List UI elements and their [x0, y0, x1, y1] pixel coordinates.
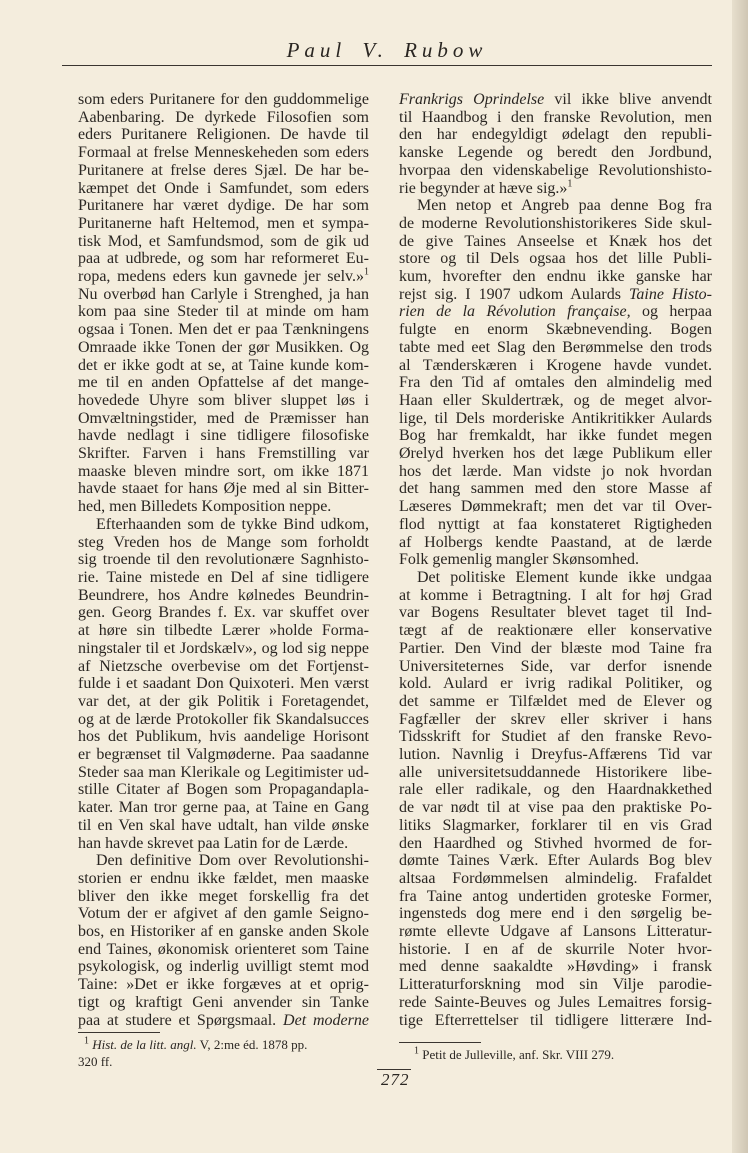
- text-line: [399, 197, 712, 215]
- text-line: de moderne Revolutionshistorikeres Side skul-: [399, 214, 712, 232]
- text-line: Puritanere har været dydige. De har som: [78, 197, 369, 215]
- text-segment: rejst sig. I 1907 udkom Aulards: [399, 285, 629, 303]
- text-line: Haan eller Skuldertræk, og de meget alvor-: [399, 391, 712, 409]
- text-line: altsaa Fordømmelsen almindelig. Frafaldet: [399, 869, 712, 887]
- text-line: Aabenbaring. De dyrkede Filosofien som: [78, 108, 369, 126]
- right-column: [399, 91, 712, 1029]
- text-line: historie. I en af de skurrile Noter hvor-: [399, 940, 712, 958]
- text-segment: hed, men Billedets Komposition neppe.: [78, 498, 332, 516]
- text-line: af Holbergs kendte Paastand, at de lærde: [399, 533, 712, 551]
- text-line: [78, 268, 369, 286]
- text-line: Bog har fremkaldt, har ikke fundet megen: [399, 427, 712, 445]
- text-segment: vil ikke blive anvendt: [544, 91, 712, 108]
- text-line: [399, 91, 712, 109]
- text-line: alle universitetsuddannede Historikere libe-: [399, 763, 712, 781]
- text-segment: rie begynder at hæve sig.»: [399, 179, 568, 197]
- text-line: Ørelyd hverken hos det læge Publikum eller: [399, 445, 712, 463]
- text-line: Omvæltningstider, med de Præmisser han: [78, 409, 369, 427]
- text-segment: og herpaa: [630, 303, 712, 321]
- text-segment: han havde skrevet paa Latin for de Lærde.: [78, 834, 349, 852]
- text-line: Puritanere at frelse deres Sjæl. De har be-: [78, 161, 369, 179]
- text-line: Beundrere, hos Andre kølnedes Beundrin-: [78, 586, 369, 604]
- text-line: Taine: »Det er ikke forgæves at et oprig-: [78, 976, 369, 994]
- text-line: det hang sammen med den store Masse af: [399, 480, 712, 498]
- text-line: at komme i Betragtning. I alt for høj Grad: [399, 586, 712, 604]
- text-line: og at de lærde Protokoller fik Skandalsucces: [78, 710, 369, 728]
- text-line: Tidsskrift for Studiet af den franske Revo-: [399, 728, 712, 746]
- text-line: al Tænderskæren i Krogene havde vundet.: [399, 356, 712, 374]
- text-line: kanske Legende og beredt den Jordbund,: [399, 144, 712, 162]
- footnote-title: Hist. de la litt. angl.: [92, 1037, 197, 1052]
- text-line: ogsaa i Tonen. Men det er paa Tænkningens: [78, 321, 369, 339]
- text-line: Omraade ikke Tonen der gør Musikken. Og: [78, 338, 369, 356]
- text-line: paa at udbrede, og som har reformeret Eu-: [78, 250, 369, 268]
- text-line: Puritanerne haft Heltemod, men et sympa-: [78, 214, 369, 232]
- text-line: rømte ellevte Udgave af Lansons Litteratur-: [399, 923, 712, 941]
- text-line: de give Taines Anseelse et Knæk hos det: [399, 232, 712, 250]
- text-line: bliver den ikke meget forskellig fra det: [78, 887, 369, 905]
- text-line: tisk Mod, et Samfundsmod, som de gik ud: [78, 232, 369, 250]
- text-line: stille Citater af Bogen som Propagandapla-: [78, 781, 369, 799]
- text-line: med denne saakaldte »Høvding» i fransk: [399, 958, 712, 976]
- text-line: litiks Slagmarker, forklarer til en vis Grad: [399, 816, 712, 834]
- text-line: [78, 852, 369, 870]
- text-line: hos det lærde. Man vidste jo nok hvordan: [399, 462, 712, 480]
- text-line: var det, at der gik Politik i Foretagendet,: [78, 692, 369, 710]
- text-segment: Men netop et Angreb paa denne Bog fra: [417, 197, 712, 215]
- text-line: det samme er Tilfældet med de Elever og: [399, 692, 712, 710]
- text-line: fulgte en enorm Skæbnevending. Bogen: [399, 321, 712, 339]
- text-line: gen. Georg Brandes f. Ex. var skuffet over: [78, 604, 369, 622]
- text-line: Universiteternes Side, var derfor isnende: [399, 657, 712, 675]
- text-line: storien er endnu ikke fældet, men maaske: [78, 869, 369, 887]
- text-line: tabte med eet Slag den Berømmelse den trods: [399, 338, 712, 356]
- text-line: kold. Aulard er ivrig radikal Politiker, og: [399, 675, 712, 693]
- text-line: de var nødt til at vise paa den praktiske Po-: [399, 799, 712, 817]
- text-segment: Den definitive Dom over Revolutionshi-: [96, 852, 369, 870]
- italic-title: Det moderne: [283, 1011, 369, 1029]
- text-line: [78, 516, 369, 534]
- text-line: [78, 835, 369, 853]
- text-line: tige Efterrettelser til tidligere litterære Ind-: [399, 1011, 712, 1029]
- page-number: 272: [381, 1070, 410, 1089]
- text-line: kater. Man tror gerne paa, at Taine en Gang: [78, 799, 369, 817]
- text-line: ingensteds dog mere end i den sørgelig be-: [399, 905, 712, 923]
- text-line: kæmpet det Onde i Samfundet, som eders: [78, 179, 369, 197]
- footnote-text: Petit de Julleville, anf. Skr. VIII 279.: [419, 1047, 615, 1062]
- text-segment: Det politiske Element kunde ikke undgaa: [417, 568, 712, 586]
- text-line: til Haandbog i den franske Revolution, men: [399, 108, 712, 126]
- text-line: som eders Puritanere for den guddommelige: [78, 91, 369, 108]
- text-line: var Bogens Resultater blevet taget til Ind-: [399, 604, 712, 622]
- text-line: at høre sin tilbedte Lærer »holde Forma-: [78, 622, 369, 640]
- text-line: flod nyttigt at faa konstateret Rigtigheden: [399, 515, 712, 533]
- italic-title: Taine Histo-: [628, 285, 712, 303]
- text-line: Votum der er afgivet af den gamle Seigno-: [78, 905, 369, 923]
- text-line: [78, 1012, 369, 1030]
- text-segment: ropa, medens eders kun gavnede jer selv.»: [78, 268, 364, 286]
- text-line: eders Puritanere Religionen. De havde til: [78, 126, 369, 144]
- text-line: hvorpaa den videnskabelige Revolutionshisto-: [399, 161, 712, 179]
- text-line: hovedede Uhyre som bliver sluppet løs i: [78, 391, 369, 409]
- footnote-right: [414, 1046, 714, 1063]
- footnote-ref: 1: [567, 178, 573, 190]
- text-line: fulde i et saadant Don Quixoteri. Men værst: [78, 675, 369, 693]
- text-segment: Efterhaanden som de tykke Bind udkom,: [96, 515, 369, 533]
- text-line: den Haardhed og Stivhed hvormed de for-: [399, 834, 712, 852]
- text-line: af Nietzsche overbevise om det Fortjenst-: [78, 657, 369, 675]
- text-line: store og til Dels ogsaa hos det lille Publi-: [399, 250, 712, 268]
- text-line: Fagfæller der skrev eller skriver i hans: [399, 710, 712, 728]
- text-line: psykologisk, og inderlig uvilligt stemt mod: [78, 958, 369, 976]
- text-line: kom paa sine Steder til at minde om ham: [78, 303, 369, 321]
- text-segment: Folk gemenlig mangler Skønsomhed.: [399, 551, 639, 569]
- text-line: hos det Publikum, hvis aandelige Horisont: [78, 728, 369, 746]
- running-header: Paul V. Rubow: [286, 38, 488, 62]
- text-line: [78, 498, 369, 516]
- text-line: Steder saa man Klerikale og Legitimister ud-: [78, 763, 369, 781]
- text-line: havde nedlagt i sine tidligere filosofiske: [78, 427, 369, 445]
- text-line: [399, 180, 712, 198]
- text-line: me til en anden Opfattelse af det mange-: [78, 374, 369, 392]
- text-line: den har endegyldigt ødelagt den republi-: [399, 126, 712, 144]
- text-line: bos, en Historiker af en ganske anden Skole: [78, 923, 369, 941]
- text-line: [399, 303, 712, 321]
- text-segment: paa at studere et Spørgsmaal.: [78, 1011, 284, 1029]
- text-line: rale eller radikale, og den Haardnakkethed: [399, 781, 712, 799]
- italic-title: Frankrigs Oprindelse: [399, 91, 545, 108]
- text-line: rie. Taine mistede en Del af sine tidligere: [78, 568, 369, 586]
- text-line: Nu overbød han Carlyle i Strenghed, ja han: [78, 285, 369, 303]
- text-line: maaske bleven mindre sort, om ikke 1871: [78, 462, 369, 480]
- header-rule: [62, 65, 712, 66]
- text-line: er begrænset til Valgmøderne. Paa saadanne: [78, 746, 369, 764]
- text-line: rede Sainte-Beuves og Jules Lemaitres forsig-: [399, 993, 712, 1011]
- page-edge: [732, 0, 748, 1153]
- italic-title: rien de la Révolution française,: [399, 303, 631, 321]
- text-line: lige, til Dels morderiske Antikritikker Aulards: [399, 409, 712, 427]
- text-line: Fra den Tid af omtales den almindelig med: [399, 374, 712, 392]
- text-line: lution. Navnlig i Dreyfus-Affærens Tid var: [399, 746, 712, 764]
- text-line: sig troende til den revolutionære Sagnhisto-: [78, 551, 369, 569]
- text-line: end Taines, økonomisk orienteret som Taine: [78, 940, 369, 958]
- text-line: havde staaet for hans Øje med al sin Bitter-: [78, 480, 369, 498]
- text-line: steg Vreden hos de Mange som forholdt: [78, 533, 369, 551]
- text-line: Læseres Dømmekraft; men det var til Over-: [399, 498, 712, 516]
- footnote-rule-right: [399, 1042, 481, 1043]
- footnote-ref: 1: [364, 266, 369, 278]
- footnote-left: [78, 1035, 369, 1070]
- text-line: det er ikke godt at se, at Taine kunde kom-: [78, 356, 369, 374]
- footnote-text: V, 2:me éd. 1878 pp.: [196, 1037, 308, 1052]
- text-line: Formaal at frelse Menneskeheden som eders: [78, 144, 369, 162]
- left-column: [78, 91, 369, 1029]
- text-line: [399, 569, 712, 587]
- footnote-text-line2: 320 ff.: [78, 1054, 113, 1069]
- text-line: Skrifter. Farven i hans Fremstilling var: [78, 445, 369, 463]
- text-line: [399, 286, 712, 304]
- text-line: tigt og kraftigt Geni anvender sin Tanke: [78, 993, 369, 1011]
- footnote-mark: 1: [84, 1035, 89, 1047]
- footnote-rule-left: [78, 1032, 160, 1033]
- text-line: Partier. Den Vind der blæste mod Taine fra: [399, 639, 712, 657]
- text-line: kum, hvorefter den endnu ikke ganske har: [399, 268, 712, 286]
- footnote-mark: 1: [414, 1045, 419, 1057]
- text-line: [399, 551, 712, 569]
- text-line: til en Ven skal have udtalt, han vilde ønske: [78, 816, 369, 834]
- text-line: ningstaler til et Jordskælv», og lod sig neppe: [78, 639, 369, 657]
- text-line: dømte Taines Værk. Efter Aulards Bog blev: [399, 852, 712, 870]
- text-line: fra Taine antog undertiden groteske Former,: [399, 887, 712, 905]
- text-line: tægt af de reaktionære eller konservative: [399, 622, 712, 640]
- text-line: Litteraturforskning mod sin Vilje parodie-: [399, 976, 712, 994]
